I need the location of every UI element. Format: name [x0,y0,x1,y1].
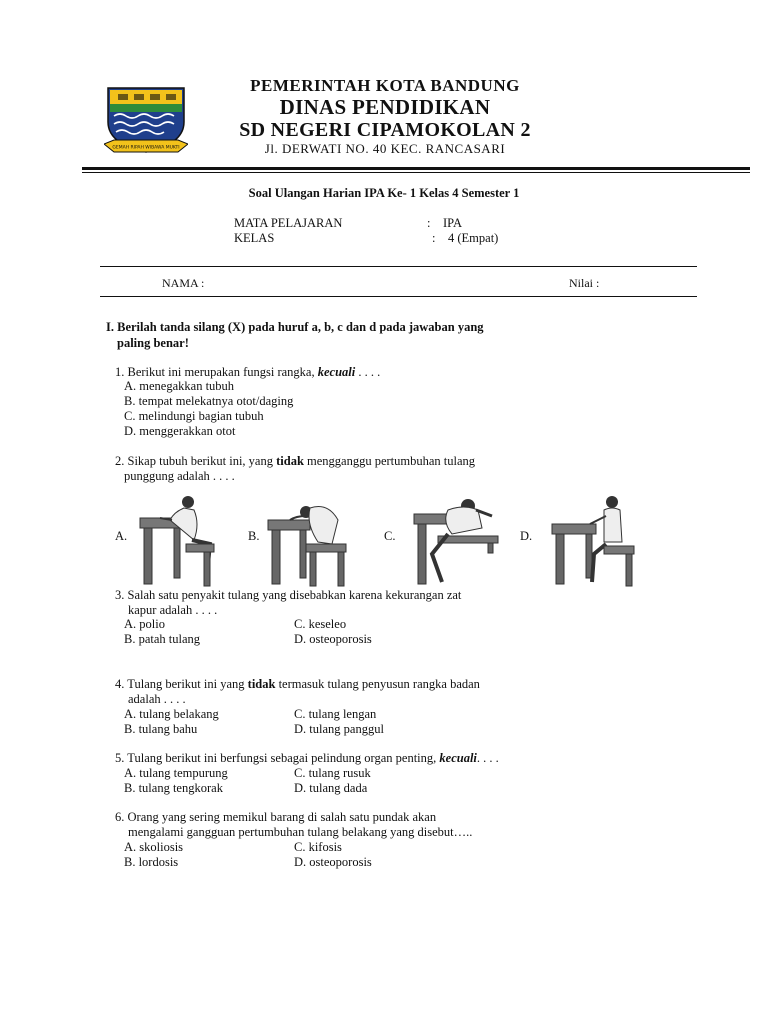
q3-option-d[interactable]: D. osteoporosis [294,632,372,646]
instructions-line2: paling benar! [117,336,189,350]
header-divider-thick [82,167,750,170]
q6-option-d[interactable]: D. osteoporosis [294,855,372,869]
question-3: 3. Salah satu penyakit tulang yang disebabkan karena kekurangan zat [115,588,462,602]
question-4-line2: adalah . . . . [128,692,186,706]
q2-option-c[interactable]: C. [384,529,396,543]
q5-option-b[interactable]: B. tulang tengkorak [124,781,223,795]
q4-option-c[interactable]: C. tulang lengan [294,707,377,721]
government-name: PEMERINTAH KOTA BANDUNG [250,76,520,95]
name-box-bottom-line [100,296,697,297]
department-name: DINAS PENDIDIKAN [279,95,491,119]
class-label: KELAS [234,231,275,245]
posture-figure-a[interactable] [134,494,222,590]
q4-option-d[interactable]: D. tulang panggul [294,722,384,736]
q1-option-b[interactable]: B. tempat melekatnya otot/daging [124,394,294,408]
class-value: 4 (Empat) [448,231,499,245]
q3-option-b[interactable]: B. patah tulang [124,632,201,646]
question-2: 2. Sikap tubuh berikut ini, yang tidak mengganggu pertumbuhan tulang [115,454,476,468]
q3-option-c[interactable]: C. keseleo [294,617,347,631]
q4-option-a[interactable]: A. tulang belakang [124,707,219,721]
q1-option-a[interactable]: A. menegakkan tubuh [124,379,235,393]
school-address: Jl. DERWATI NO. 40 KEC. RANCASARI [264,141,506,156]
posture-figure-d[interactable] [550,494,642,590]
instructions-line1: I. Berilah tanda silang (X) pada huruf a, b, c dan d pada jawaban yang [106,320,484,334]
q5-option-a[interactable]: A. tulang tempurung [124,766,228,780]
question-5: 5. Tulang berikut ini berfungsi sebagai pelindung organ penting, kecuali. . . . [115,751,499,765]
class-colon: : [432,231,436,245]
question-6-line2: mengalami gangguan pertumbuhan tulang belakang yang disebut….. [128,825,473,839]
q3-option-a[interactable]: A. polio [124,617,165,631]
q2-option-d[interactable]: D. [520,529,533,543]
question-6: 6. Orang yang sering memikul barang di salah satu pundak akan [115,810,437,824]
posture-figure-c[interactable] [408,494,502,590]
q6-option-a[interactable]: A. skoliosis [124,840,184,854]
header-divider-thin [82,172,750,173]
posture-figure-b[interactable] [266,494,358,590]
q5-option-c[interactable]: C. tulang rusuk [294,766,371,780]
question-2-line2: punggung adalah . . . . [124,469,235,483]
name-label: NAMA : [162,276,205,290]
logo-motto: GEMAH RIPAH WIBAWA MUKTI [112,145,180,151]
q6-option-c[interactable]: C. kifosis [294,840,342,854]
question-1: 1. Berikut ini merupakan fungsi rangka, kecuali . . . . [115,365,381,379]
subject-colon: : [427,216,431,230]
q2-option-b[interactable]: B. [248,529,260,543]
name-box-top-line [100,266,697,267]
subject-label: MATA PELAJARAN [234,216,343,230]
school-name: SD NEGERI CIPAMOKOLAN 2 [239,119,531,141]
question-4: 4. Tulang berikut ini yang tidak termasuk tulang penyusun rangka badan [115,677,480,691]
q1-option-c[interactable]: C. melindungi bagian tubuh [124,409,264,423]
exam-title: Soal Ulangan Harian IPA Ke- 1 Kelas 4 Semester 1 [248,186,520,200]
subject-value: IPA [443,216,462,230]
q1-option-d[interactable]: D. menggerakkan otot [124,424,236,438]
q2-option-a[interactable]: A. [115,529,128,543]
score-label: Nilai : [569,276,600,290]
q4-option-b[interactable]: B. tulang bahu [124,722,198,736]
q5-option-d[interactable]: D. tulang dada [294,781,368,795]
q6-option-b[interactable]: B. lordosis [124,855,179,869]
question-3-line2: kapur adalah . . . . [128,603,218,617]
